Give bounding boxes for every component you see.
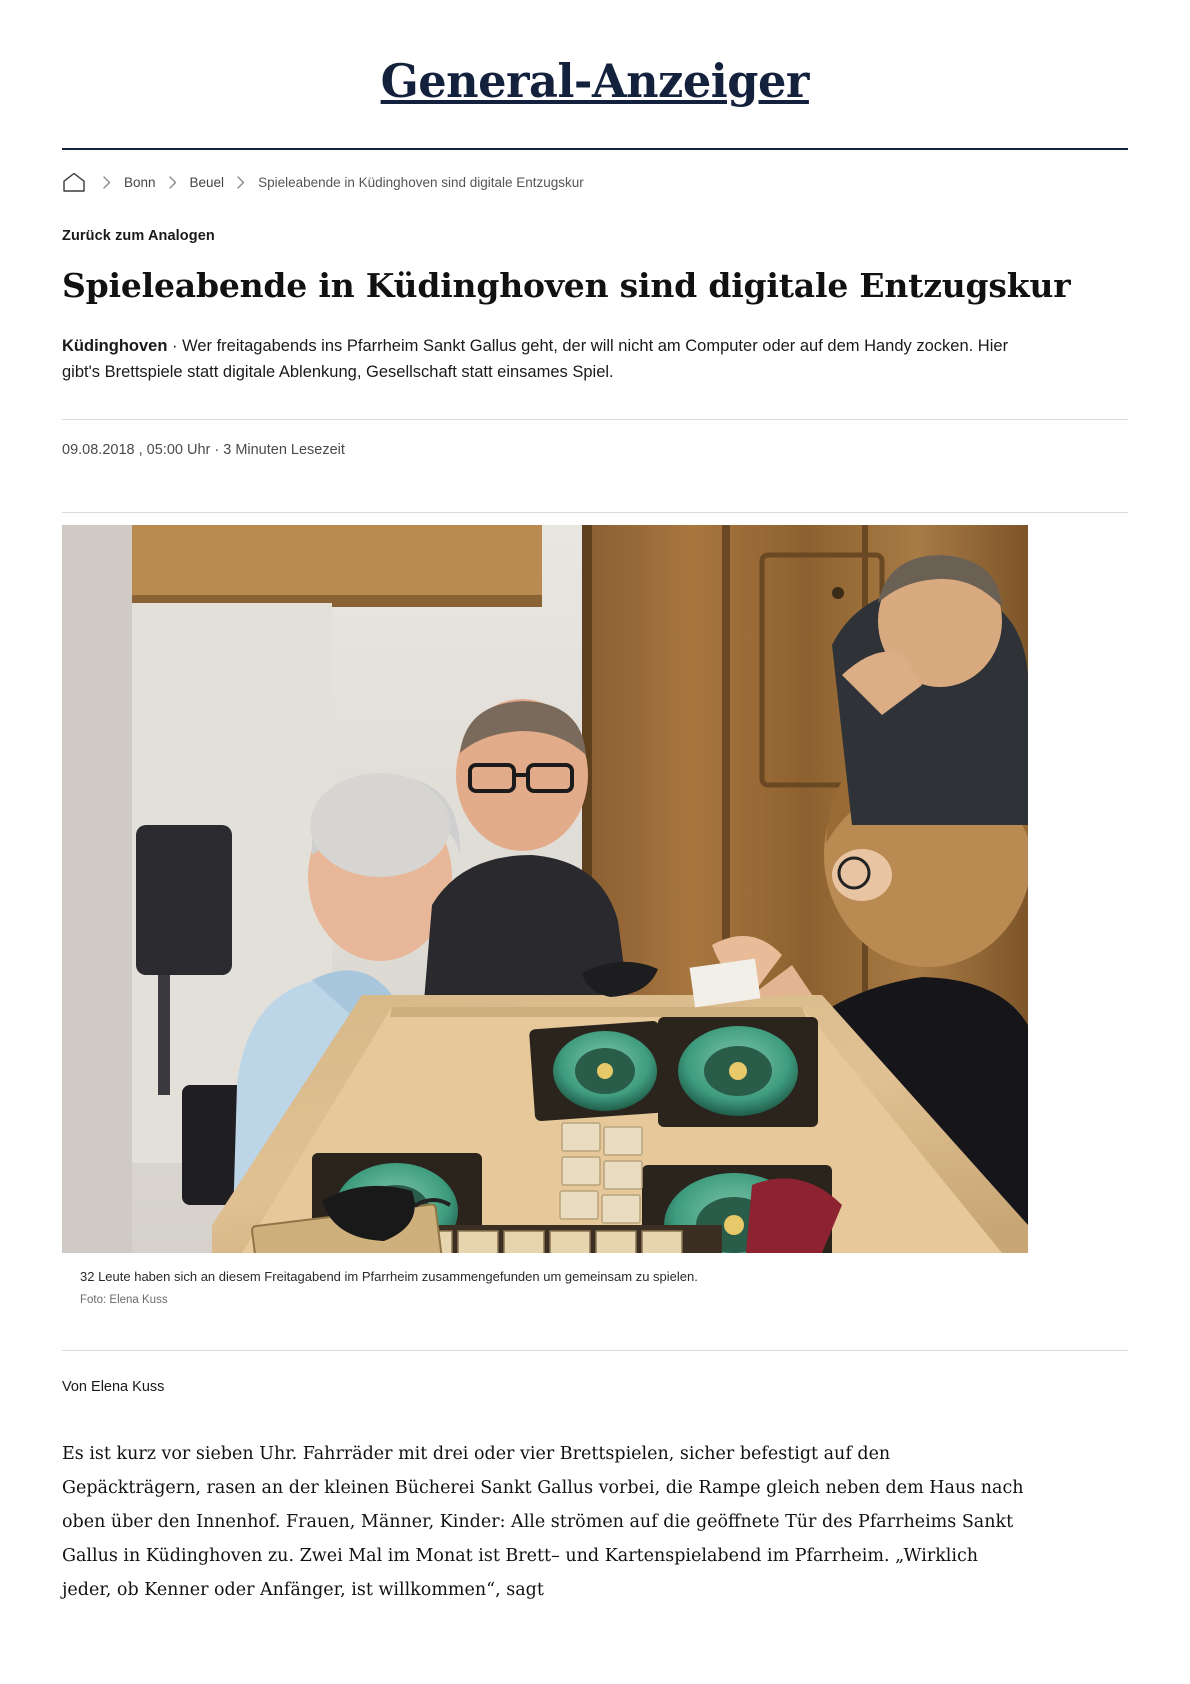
- breadcrumb-item-current: Spieleabende in Küdinghoven sind digitale Entzugskur: [258, 174, 584, 190]
- divider: [62, 512, 1128, 513]
- breadcrumb-item-beuel[interactable]: Beuel: [189, 174, 225, 190]
- teaser-dateline: Küdinghoven: [62, 337, 168, 356]
- article-teaser: [62, 334, 1027, 385]
- figure-caption: 32 Leute haben sich an diesem Freitagabend im Pfarrheim zusammengefunden um gemeinsam zu spielen.: [80, 1269, 698, 1285]
- article-figure: [62, 525, 1128, 1306]
- article-photo[interactable]: [62, 525, 1028, 1253]
- chevron-right-icon: [103, 176, 111, 189]
- home-icon[interactable]: [62, 171, 86, 193]
- masthead: [0, 0, 1190, 150]
- article-meta: 09.08.2018 , 05:00 Uhr · 3 Minuten Lesezeit: [62, 442, 345, 459]
- breadcrumb-item-bonn[interactable]: Bonn: [124, 174, 156, 190]
- page-title: Spieleabende in Küdinghoven sind digitale Entzugskur: [62, 266, 1071, 305]
- chevron-right-icon: [169, 176, 177, 189]
- teaser-text: · Wer freitagabends ins Pfarrheim Sankt Gallus geht, der will nicht am Computer oder auf dem Handy zocken. Hier gibt's Brettspiele statt digitale Ablenkung, Gesellschaft statt einsames Spiel.: [62, 337, 1009, 381]
- site-logo[interactable]: General-Anzeiger: [380, 54, 810, 108]
- article: [0, 228, 1190, 1608]
- breadcrumb: [0, 150, 1190, 196]
- article-kicker: Zurück zum Analogen: [62, 228, 215, 244]
- article-byline: Von Elena Kuss: [62, 1378, 165, 1395]
- chevron-right-icon: [237, 176, 245, 189]
- figure-credit: Foto: Elena Kuss: [80, 1293, 168, 1306]
- figure-caption-wrap: [62, 1267, 1128, 1306]
- article-body-paragraph: Es ist kurz vor sieben Uhr. Fahrräder mit drei oder vier Brettspielen, sicher befestigt auf den Gepäckträgern, rasen an der kleinen Bücherei Sankt Gallus vorbei, die Rampe gleich neben dem Haus nach oben über den Innenhof. Frauen, Männer, Kinder: Alle strömen auf die geöffnete Tür des Pfarrheims Sankt Gallus in Küdinghoven zu. Zwei Mal im Monat ist Brett– und Kartenspielabend im Pfarrheim. „Wirklich jeder, ob Kenner oder Anfänger, ist willkommen“, sagt: [62, 1443, 1024, 1601]
